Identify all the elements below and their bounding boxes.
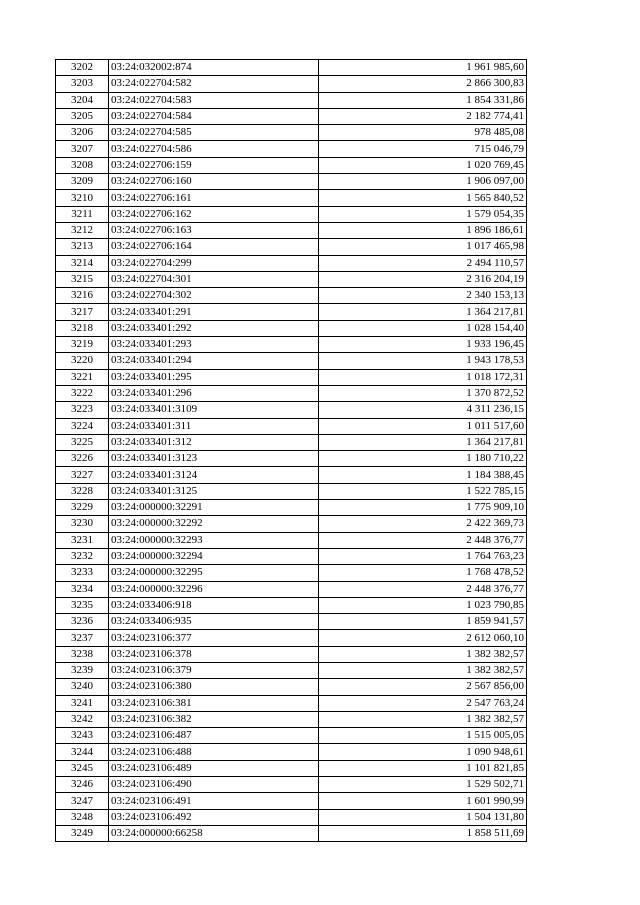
cadastral-number-cell: 03:24:022704:584: [109, 108, 319, 124]
cadastral-value-cell: 2 567 856,00: [319, 679, 527, 695]
cadastral-number-cell: 03:24:033401:312: [109, 434, 319, 450]
table-row: [56, 532, 527, 548]
table-row: [56, 174, 527, 190]
cadastral-value-cell: 1 522 785,15: [319, 483, 527, 499]
cadastral-value-cell: 1 180 710,22: [319, 451, 527, 467]
table-row: [56, 271, 527, 287]
cadastral-value-cell: 1 011 517,60: [319, 418, 527, 434]
row-number-cell: 3246: [56, 777, 109, 793]
cadastral-value-cell: 1 859 941,57: [319, 614, 527, 630]
cadastral-number-cell: 03:24:000000:32296: [109, 581, 319, 597]
table-row: [56, 125, 527, 141]
cadastral-value-cell: 978 485,08: [319, 125, 527, 141]
cadastral-value-cell: 1 775 909,10: [319, 500, 527, 516]
row-number-cell: 3204: [56, 92, 109, 108]
cadastral-number-cell: 03:24:023106:491: [109, 793, 319, 809]
cadastral-value-cell: 1 364 217,81: [319, 434, 527, 450]
cadastral-number-cell: 03:24:022706:159: [109, 157, 319, 173]
cadastral-number-cell: 03:24:000000:32293: [109, 532, 319, 548]
table-row: [56, 711, 527, 727]
row-number-cell: 3234: [56, 581, 109, 597]
cadastral-number-cell: 03:24:023106:489: [109, 760, 319, 776]
row-number-cell: 3232: [56, 548, 109, 564]
cadastral-value-cell: 1 382 382,57: [319, 711, 527, 727]
row-number-cell: 3202: [56, 60, 109, 76]
row-number-cell: 3209: [56, 174, 109, 190]
cadastral-number-cell: 03:24:033401:3123: [109, 451, 319, 467]
row-number-cell: 3242: [56, 711, 109, 727]
table-row: [56, 483, 527, 499]
cadastral-number-cell: 03:24:023106:490: [109, 777, 319, 793]
cadastral-number-cell: 03:24:000000:66258: [109, 825, 319, 841]
cadastral-number-cell: 03:24:022706:161: [109, 190, 319, 206]
row-number-cell: 3222: [56, 385, 109, 401]
cadastral-value-cell: 4 311 236,15: [319, 402, 527, 418]
row-number-cell: 3244: [56, 744, 109, 760]
cadastral-value-cell: 1 764 763,23: [319, 548, 527, 564]
table-row: [56, 467, 527, 483]
cadastral-value-cell: 1 601 990,99: [319, 793, 527, 809]
row-number-cell: 3223: [56, 402, 109, 418]
cadastral-number-cell: 03:24:023106:379: [109, 662, 319, 678]
table-row: [56, 597, 527, 613]
table-row: [56, 777, 527, 793]
table-row: [56, 451, 527, 467]
cadastral-value-cell: 1 768 478,52: [319, 565, 527, 581]
cadastral-number-cell: 03:24:022704:583: [109, 92, 319, 108]
cadastral-value-table: [55, 59, 527, 842]
cadastral-value-cell: 2 494 110,57: [319, 255, 527, 271]
table-row: [56, 108, 527, 124]
row-number-cell: 3212: [56, 222, 109, 238]
cadastral-number-cell: 03:24:033401:294: [109, 353, 319, 369]
cadastral-value-cell: 1 184 388,45: [319, 467, 527, 483]
cadastral-value-cell: 1 028 154,40: [319, 320, 527, 336]
row-number-cell: 3217: [56, 304, 109, 320]
cadastral-value-cell: 1 023 790,85: [319, 597, 527, 613]
table-row: [56, 744, 527, 760]
table-row: [56, 646, 527, 662]
cadastral-number-cell: 03:24:022706:162: [109, 206, 319, 222]
table-row: [56, 434, 527, 450]
cadastral-value-cell: 1 961 985,60: [319, 60, 527, 76]
cadastral-number-cell: 03:24:022704:302: [109, 288, 319, 304]
row-number-cell: 3218: [56, 320, 109, 336]
table-body: [56, 60, 527, 842]
table-row: [56, 565, 527, 581]
cadastral-value-cell: 2 448 376,77: [319, 532, 527, 548]
table-row: [56, 239, 527, 255]
table-row: [56, 614, 527, 630]
row-number-cell: 3205: [56, 108, 109, 124]
cadastral-number-cell: 03:24:023106:382: [109, 711, 319, 727]
cadastral-number-cell: 03:24:022706:160: [109, 174, 319, 190]
row-number-cell: 3240: [56, 679, 109, 695]
cadastral-number-cell: 03:24:022704:299: [109, 255, 319, 271]
table-row: [56, 157, 527, 173]
cadastral-value-cell: 1 515 005,05: [319, 728, 527, 744]
row-number-cell: 3235: [56, 597, 109, 613]
row-number-cell: 3216: [56, 288, 109, 304]
cadastral-value-cell: 1 933 196,45: [319, 337, 527, 353]
row-number-cell: 3247: [56, 793, 109, 809]
row-number-cell: 3227: [56, 467, 109, 483]
cadastral-number-cell: 03:24:033401:292: [109, 320, 319, 336]
table-row: [56, 500, 527, 516]
cadastral-value-cell: 1 382 382,57: [319, 662, 527, 678]
row-number-cell: 3233: [56, 565, 109, 581]
cadastral-value-cell: 2 422 369,73: [319, 516, 527, 532]
row-number-cell: 3249: [56, 825, 109, 841]
table-row: [56, 190, 527, 206]
table-row: [56, 581, 527, 597]
cadastral-value-cell: 1 364 217,81: [319, 304, 527, 320]
row-number-cell: 3226: [56, 451, 109, 467]
cadastral-value-cell: 1 101 821,85: [319, 760, 527, 776]
cadastral-value-cell: 1 018 172,31: [319, 369, 527, 385]
cadastral-number-cell: 03:24:023106:378: [109, 646, 319, 662]
cadastral-number-cell: 03:24:022704:582: [109, 76, 319, 92]
row-number-cell: 3215: [56, 271, 109, 287]
cadastral-number-cell: 03:24:022706:163: [109, 222, 319, 238]
table-row: [56, 516, 527, 532]
row-number-cell: 3229: [56, 500, 109, 516]
cadastral-number-cell: 03:24:033401:3109: [109, 402, 319, 418]
cadastral-number-cell: 03:24:023106:487: [109, 728, 319, 744]
cadastral-number-cell: 03:24:022704:301: [109, 271, 319, 287]
cadastral-value-cell: 1 854 331,86: [319, 92, 527, 108]
row-number-cell: 3236: [56, 614, 109, 630]
row-number-cell: 3210: [56, 190, 109, 206]
cadastral-number-cell: 03:24:033401:3124: [109, 467, 319, 483]
table-row: [56, 402, 527, 418]
cadastral-number-cell: 03:24:000000:32291: [109, 500, 319, 516]
cadastral-value-cell: 1 858 511,69: [319, 825, 527, 841]
table-row: [56, 60, 527, 76]
row-number-cell: 3239: [56, 662, 109, 678]
cadastral-number-cell: 03:24:022706:164: [109, 239, 319, 255]
table-row: [56, 825, 527, 841]
table-row: [56, 695, 527, 711]
row-number-cell: 3208: [56, 157, 109, 173]
table-row: [56, 679, 527, 695]
row-number-cell: 3207: [56, 141, 109, 157]
cadastral-number-cell: 03:24:022704:585: [109, 125, 319, 141]
cadastral-number-cell: 03:24:000000:32292: [109, 516, 319, 532]
cadastral-number-cell: 03:24:000000:32294: [109, 548, 319, 564]
row-number-cell: 3243: [56, 728, 109, 744]
cadastral-value-cell: 2 612 060,10: [319, 630, 527, 646]
cadastral-number-cell: 03:24:032002:874: [109, 60, 319, 76]
cadastral-value-cell: 2 866 300,83: [319, 76, 527, 92]
table-row: [56, 92, 527, 108]
row-number-cell: 3221: [56, 369, 109, 385]
cadastral-value-cell: 1 906 097,00: [319, 174, 527, 190]
cadastral-value-cell: 715 046,79: [319, 141, 527, 157]
table-row: [56, 337, 527, 353]
table-row: [56, 369, 527, 385]
cadastral-number-cell: 03:24:023106:380: [109, 679, 319, 695]
row-number-cell: 3225: [56, 434, 109, 450]
table-row: [56, 288, 527, 304]
cadastral-number-cell: 03:24:022704:586: [109, 141, 319, 157]
row-number-cell: 3206: [56, 125, 109, 141]
table-row: [56, 304, 527, 320]
cadastral-number-cell: 03:24:033401:293: [109, 337, 319, 353]
table-row: [56, 728, 527, 744]
table-row: [56, 353, 527, 369]
cadastral-value-cell: 1 565 840,52: [319, 190, 527, 206]
cadastral-value-cell: 2 182 774,41: [319, 108, 527, 124]
cadastral-value-cell: 2 340 153,13: [319, 288, 527, 304]
table-row: [56, 385, 527, 401]
row-number-cell: 3238: [56, 646, 109, 662]
row-number-cell: 3219: [56, 337, 109, 353]
cadastral-value-cell: 2 547 763,24: [319, 695, 527, 711]
row-number-cell: 3224: [56, 418, 109, 434]
table-row: [56, 418, 527, 434]
cadastral-number-cell: 03:24:033401:295: [109, 369, 319, 385]
cadastral-value-cell: 1 896 186,61: [319, 222, 527, 238]
cadastral-value-cell: 1 370 872,52: [319, 385, 527, 401]
cadastral-value-cell: 2 448 376,77: [319, 581, 527, 597]
table-row: [56, 141, 527, 157]
cadastral-number-cell: 03:24:033401:291: [109, 304, 319, 320]
cadastral-number-cell: 03:24:033401:311: [109, 418, 319, 434]
cadastral-value-cell: 1 504 131,80: [319, 809, 527, 825]
row-number-cell: 3220: [56, 353, 109, 369]
cadastral-number-cell: 03:24:023106:492: [109, 809, 319, 825]
row-number-cell: 3237: [56, 630, 109, 646]
row-number-cell: 3203: [56, 76, 109, 92]
cadastral-value-cell: 1 382 382,57: [319, 646, 527, 662]
cadastral-number-cell: 03:24:023106:488: [109, 744, 319, 760]
cadastral-value-cell: 1 529 502,71: [319, 777, 527, 793]
cadastral-value-cell: 1 579 054,35: [319, 206, 527, 222]
table-row: [56, 320, 527, 336]
table-row: [56, 630, 527, 646]
table-row: [56, 206, 527, 222]
row-number-cell: 3245: [56, 760, 109, 776]
cadastral-value-cell: 1 017 465,98: [319, 239, 527, 255]
cadastral-value-cell: 1 020 769,45: [319, 157, 527, 173]
cadastral-value-cell: 2 316 204,19: [319, 271, 527, 287]
table-row: [56, 662, 527, 678]
row-number-cell: 3213: [56, 239, 109, 255]
cadastral-number-cell: 03:24:023106:377: [109, 630, 319, 646]
row-number-cell: 3231: [56, 532, 109, 548]
row-number-cell: 3211: [56, 206, 109, 222]
cadastral-number-cell: 03:24:023106:381: [109, 695, 319, 711]
table-row: [56, 255, 527, 271]
row-number-cell: 3228: [56, 483, 109, 499]
row-number-cell: 3241: [56, 695, 109, 711]
table-row: [56, 809, 527, 825]
table-row: [56, 760, 527, 776]
cadastral-number-cell: 03:24:033406:935: [109, 614, 319, 630]
cadastral-number-cell: 03:24:033401:3125: [109, 483, 319, 499]
table-row: [56, 548, 527, 564]
table-row: [56, 222, 527, 238]
cadastral-number-cell: 03:24:033401:296: [109, 385, 319, 401]
row-number-cell: 3214: [56, 255, 109, 271]
row-number-cell: 3230: [56, 516, 109, 532]
row-number-cell: 3248: [56, 809, 109, 825]
cadastral-value-cell: 1 943 178,53: [319, 353, 527, 369]
cadastral-number-cell: 03:24:000000:32295: [109, 565, 319, 581]
cadastral-number-cell: 03:24:033406:918: [109, 597, 319, 613]
table-row: [56, 793, 527, 809]
cadastral-value-cell: 1 090 948,61: [319, 744, 527, 760]
table-row: [56, 76, 527, 92]
